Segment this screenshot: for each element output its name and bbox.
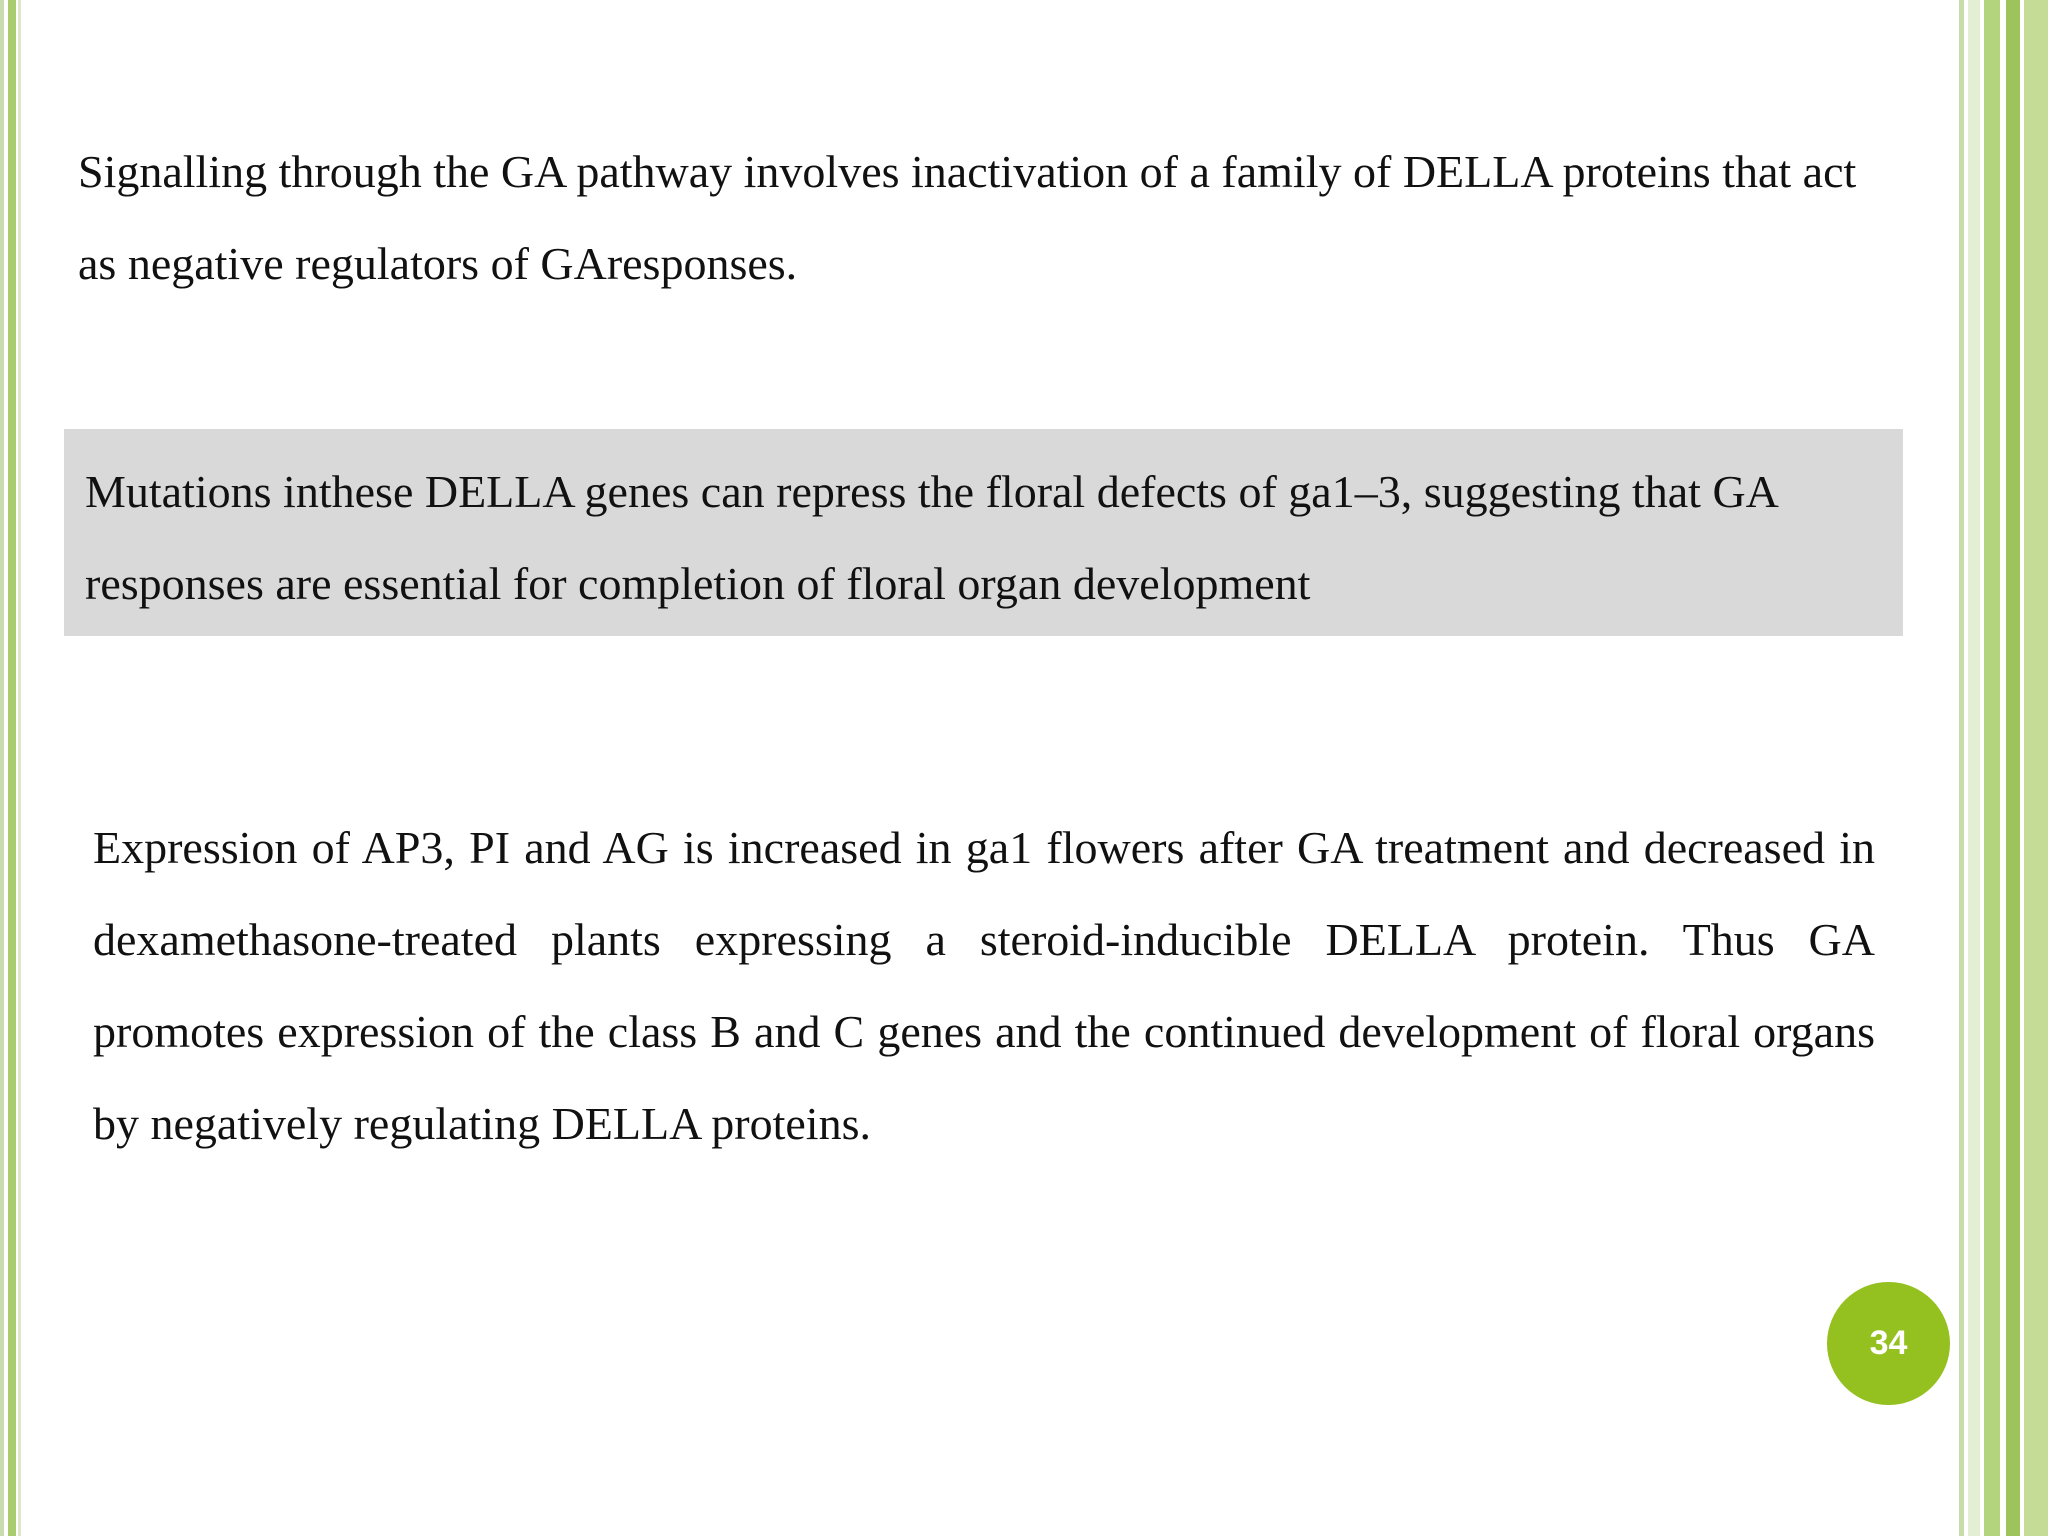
right-border-stripe (2024, 0, 2048, 1536)
left-border-stripe (0, 0, 4, 1536)
paragraph-della-signalling: Signalling through the GA pathway involves inactivation of a family of DELLA proteins that act as negative regulators of GAresponses. (78, 146, 1857, 289)
page-number-badge (1827, 1282, 1950, 1405)
page-number: 34 (1869, 1324, 1908, 1362)
paragraph-expression: Expression of AP3, PI and AG is increased in ga1 flowers after GA treatment and decreased in dexamethasone-treated plants expressing a steroid-inducible DELLA protein. Thus GA promotes expression of the class B and C genes and the continued development of floral organs by negatively regulating DELLA proteins. (93, 822, 1875, 1149)
right-border-stripe (2006, 0, 2020, 1536)
right-border-stripe (1968, 0, 1980, 1536)
right-border-stripe (1984, 0, 2000, 1536)
right-border-stripe (1959, 0, 1964, 1536)
left-border-stripe (18, 0, 21, 1536)
left-border-stripe (8, 0, 16, 1536)
highlighted-paragraph-mutations: Mutations inthese DELLA genes can repress the floral defects of ga1–3, suggesting that GA responses are essential for completion of floral organ development (85, 466, 1777, 609)
